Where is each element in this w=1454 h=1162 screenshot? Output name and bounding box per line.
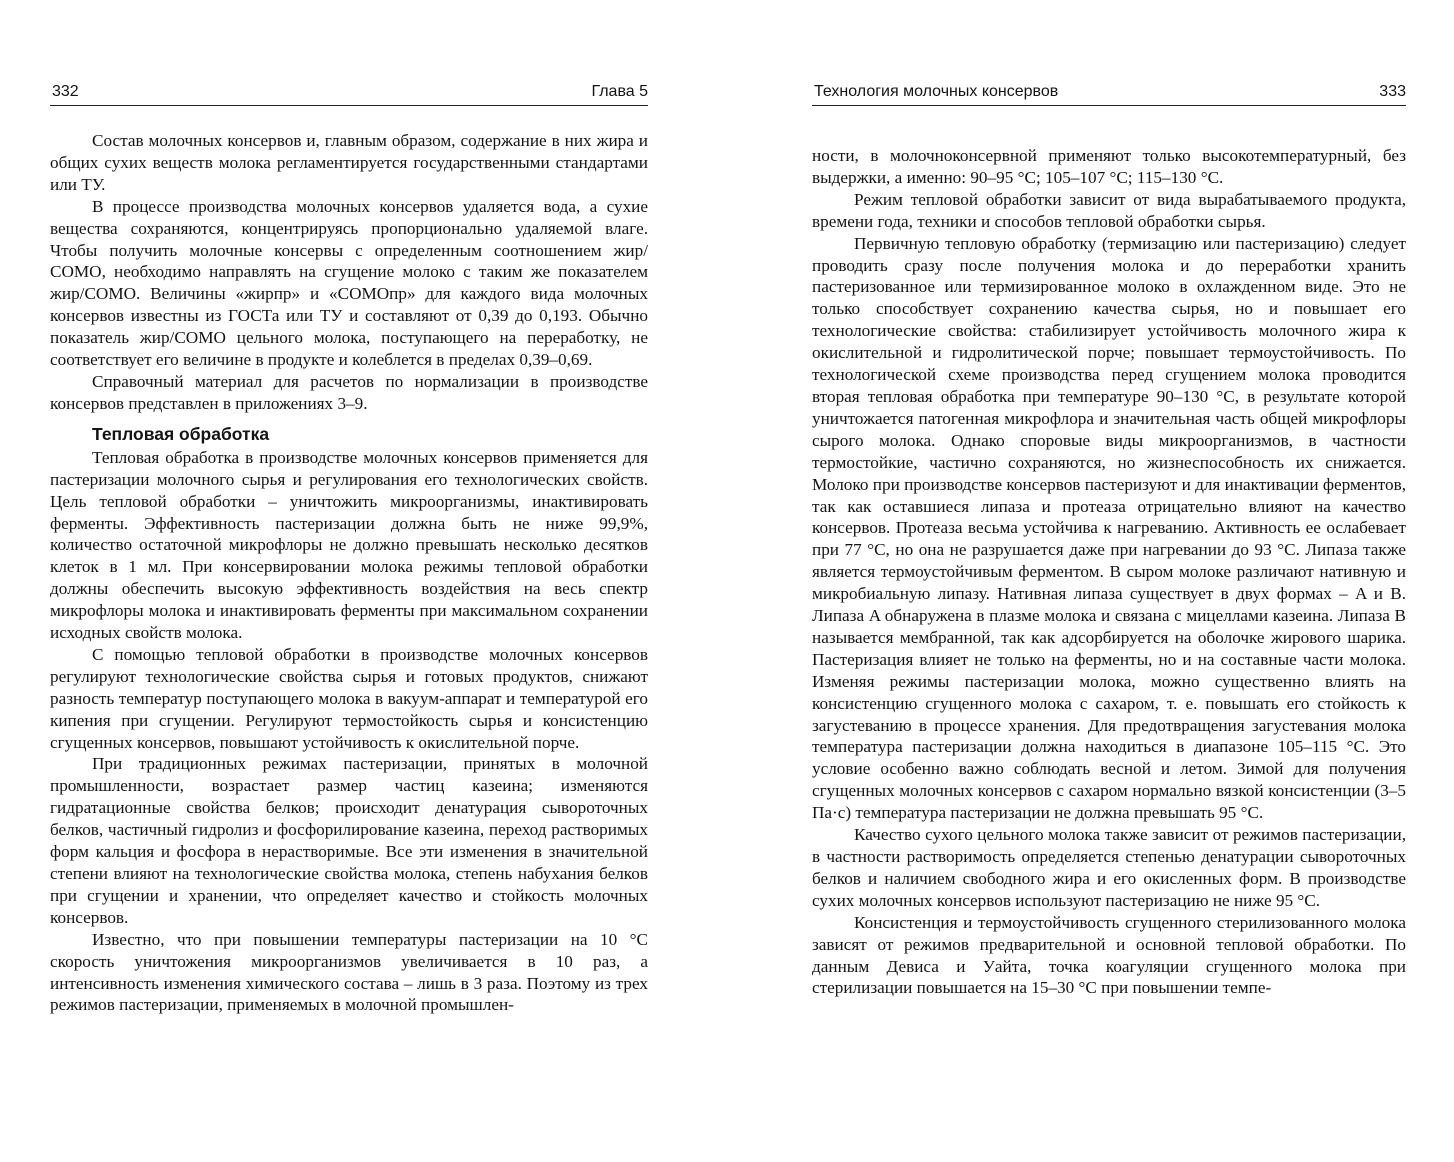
paragraph: Качество сухого цельного молока также зависит от режимов пастеризации, в частности растворимость определяется степенью денатурации сывороточных белков и наличием свободного жира и его окисленных форм. В производстве сухих молочных консервов используют пастеризацию не ниже 95 °C. bbox=[812, 825, 1406, 910]
paragraph: Известно, что при повышении температуры пастеризации на 10 °C скорость уничтожения микроорганизмов увеличивается в 10 раз, а интенсивность изменения химического состава – лишь в 3 раза. Поэтому из трех режимов пастеризации, применяемых в молочной промышлен- bbox=[50, 929, 648, 1015]
paragraph: Консистенция и термоустойчивость сгущенного стерилизованного молока зависят от режимов предварительной и основной тепловой обработки. По данным Девиса и Уайта, точка коагуляции сгущенного молока при стерилизации повышается на 15–30 °C при повышении темпе- bbox=[812, 912, 1406, 998]
paragraph: Первичную тепловую обработку (термизацию или пастеризацию) следует проводить сразу после получения молока и до переработки хранить пастеризованное или термизированное молоко в охлажденном виде. Это не только способствует сохранению качества сырья, но и повышает его технологические свойства: стабилизирует устойчивость молочного жира к окислительной и гидролитической порче; повышает термоустойчивость. По технологической схеме производства перед сгущением молока проводится вторая тепловая обработка при температуре 90–130 °C, в результате которой уничтожается патогенная микрофлора и значительная часть общей микрофлоры сырого молока. Однако споровые виды микроорганизмов, в частности термостойкие, частично сохраняются, но жизнеспособность их снижается. Молоко при производстве консервов пастеризуют и для инактивации ферментов, так как оставшиеся липаза и протеаза отрицательно влияют на качество консервов. Протеаза весьма устойчива к нагреванию. Активность ее ослабевает при 77 °C, но она не разрушается даже при нагревании до 93 °C. Липаза также является термоустойчивым ферментом. В сыром молоке различают нативную и микробиальную липазу. Нативная липаза существует в двух формах – A и B. Липаза A обнаружена в плазме молока и связана с мицеллами казеина. Липаза B называется мембранной, так как адсорбируется на оболочке жирового шарика. Пастеризация влияет не только на ферменты, но и на составные части молока. Изменяя режимы пастеризации молока, можно существенно влиять на консистенцию сгущенного молока с сахаром, т. е. повышать его стойкость к загустеванию в процессе хранения. Для предотвращения загустевания молока температура пастеризации должна находиться в диапазоне 105–115 °C. Это условие особенно важно соблюдать весной и летом. Зимой для получения сгущенных молочных консервов с сахаром нормально вязкой консистенции (3–5 Па·с) температура пастеризации не должна превышать 95 °C. bbox=[812, 233, 1406, 823]
paragraph: ности, в молочноконсервной применяют только высокотемпературный, без выдержки, а именно: 90–95 °C; 105–107 °C; 115–130 °C. bbox=[812, 146, 1406, 187]
left-running-title: Глава 5 bbox=[591, 83, 648, 100]
left-page-number: 332 bbox=[52, 83, 79, 100]
right-header-rule bbox=[812, 105, 1406, 106]
paragraph: В процессе производства молочных консервов удаляется вода, а сухие вещества сохраняются, концентрируясь пропорционально удаляемой влаге. Чтобы получить молочные консервы с определенным соотношением жир/СОМО, необходимо направлять на сгущение молоко с таким же показателем жир/СОМО. Величины «жирпр» и «СОМОпр» для каждого вида молочных консервов известны из ГОСТа или ТУ и составляют от 0,39 до 0,193. Обычно показатель жир/СОМО цельного молока, поступающего на переработку, не соответствует его величине в продукте и колеблется в пределах 0,39–0,69. bbox=[50, 196, 648, 370]
section-heading: Тепловая обработка bbox=[92, 423, 270, 444]
paragraph: Тепловая обработка в производстве молочных консервов применяется для пастеризации молочного сырья и регулирования его технологических свойств. Цель тепловой обработки – уничтожить микроорганизмы, инактивировать ферменты. Эффективность пастеризации должна быть не ниже 99,9%, количество остаточной микрофлоры не должно превышать несколько десятков клеток в 1 мл. При консервировании молока режимы тепловой обработки должны обеспечить высокую эффективность воздействия на весь спектр микрофлоры молока и инактивировать ферменты при максимальном сохранении исходных свойств молока. bbox=[50, 447, 648, 643]
right-page-body bbox=[812, 145, 1406, 999]
right-page-number: 333 bbox=[1379, 83, 1406, 100]
left-page-header bbox=[50, 82, 648, 104]
paragraph: С помощью тепловой обработки в производстве молочных консервов регулируют технологические свойства сырья и готовых продуктов, снижают разность температур поступающего молока в вакуум-аппарат и температурой его кипения при сгущении. Регулируют термостойкость сырья и консистенцию сгущенных консервов, повышают устойчивость к окислительной порче. bbox=[50, 644, 648, 752]
left-page-body bbox=[50, 130, 648, 1016]
paragraph: Состав молочных консервов и, главным образом, содержание в них жира и общих сухих веществ молока регламентируется государственными стандартами или ТУ. bbox=[50, 131, 648, 194]
right-running-title: Технология молочных консервов bbox=[814, 83, 1059, 100]
paragraph: При традиционных режимах пастеризации, принятых в молочной промышленности, возрастает размер частиц казеина; изменяются гидратационные свойства белков; происходит денатурация сывороточных белков, частичный гидролиз и фосфорилирование казеина, переход растворимых форм кальция и фосфора в нерастворимые. Все эти изменения в значительной степени влияют на технологические свойства молока, степень набухания белков при сгущении и хранении, что определяет качество и стойкость молочных консервов. bbox=[50, 754, 648, 927]
paragraph: Режим тепловой обработки зависит от вида вырабатываемого продукта, времени года, техники и способов тепловой обработки сырья. bbox=[812, 189, 1406, 231]
paragraph: Справочный материал для расчетов по нормализации в производстве консервов представлен в приложениях 3–9. bbox=[50, 371, 648, 413]
right-page-header bbox=[812, 82, 1406, 104]
left-header-rule bbox=[50, 105, 648, 106]
